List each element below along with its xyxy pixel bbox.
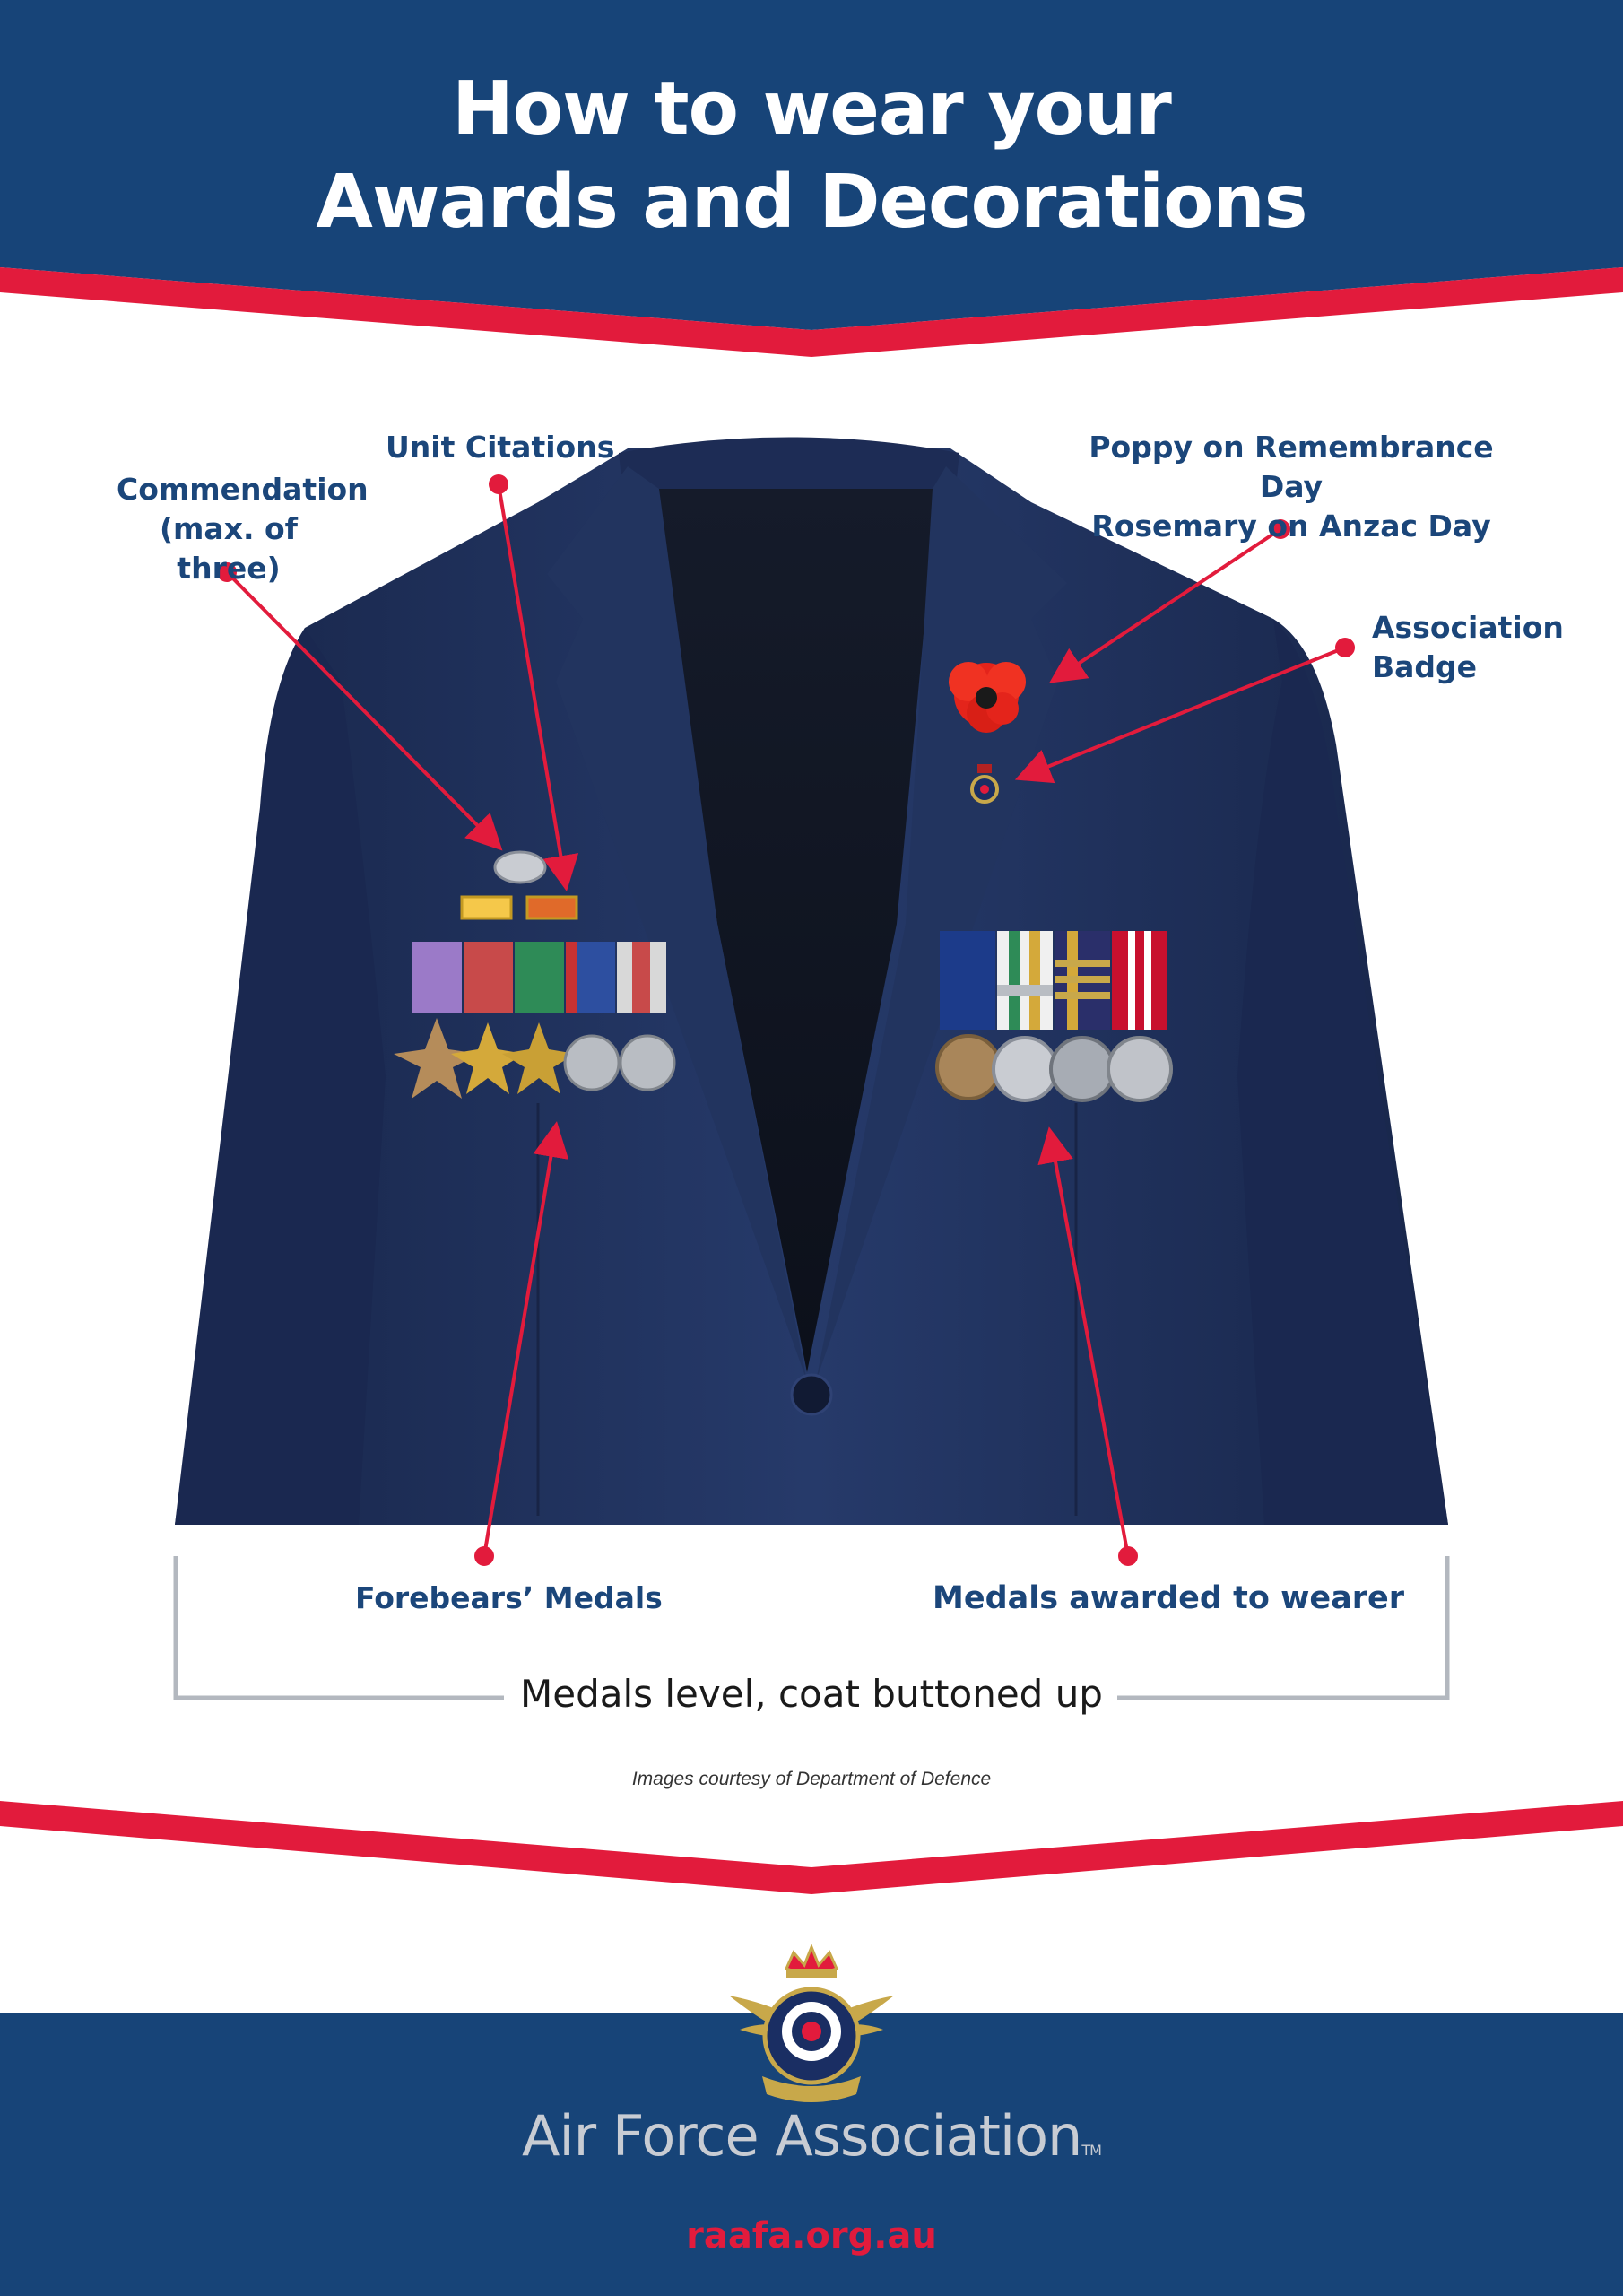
title-line-2: Awards and Decorations [316, 160, 1307, 245]
association-crest-logo [722, 1942, 901, 2108]
image-credit: Images courtesy of Department of Defence [631, 1769, 992, 1789]
website-link[interactable]: raafa.org.au [686, 2215, 937, 2257]
brand-name-text: Air Force Association [522, 2103, 1082, 2169]
label-commendation-line-2: (max. of three) [159, 511, 299, 586]
caption-medals-level: Medals level, coat buttoned up [520, 1672, 1103, 1716]
label-commendation-line-1: Commendation [117, 472, 369, 507]
trademark-mark: TM [1081, 2142, 1101, 2159]
brand-name [0, 2103, 1623, 2169]
label-poppy-line-1: Poppy on Remembrance Day [1089, 430, 1494, 504]
label-unit-citations: Unit Citations [386, 430, 615, 465]
label-poppy-line-2: Rosemary on Anzac Day [1091, 509, 1491, 544]
label-forebears-medals: Forebears’ Medals [355, 1580, 663, 1615]
label-association-line-1: Association [1372, 610, 1564, 645]
label-wearer-medals: Medals awarded to wearer [933, 1580, 1405, 1616]
title-line-1: How to wear your [452, 66, 1171, 152]
label-association-line-2: Badge [1372, 649, 1478, 684]
